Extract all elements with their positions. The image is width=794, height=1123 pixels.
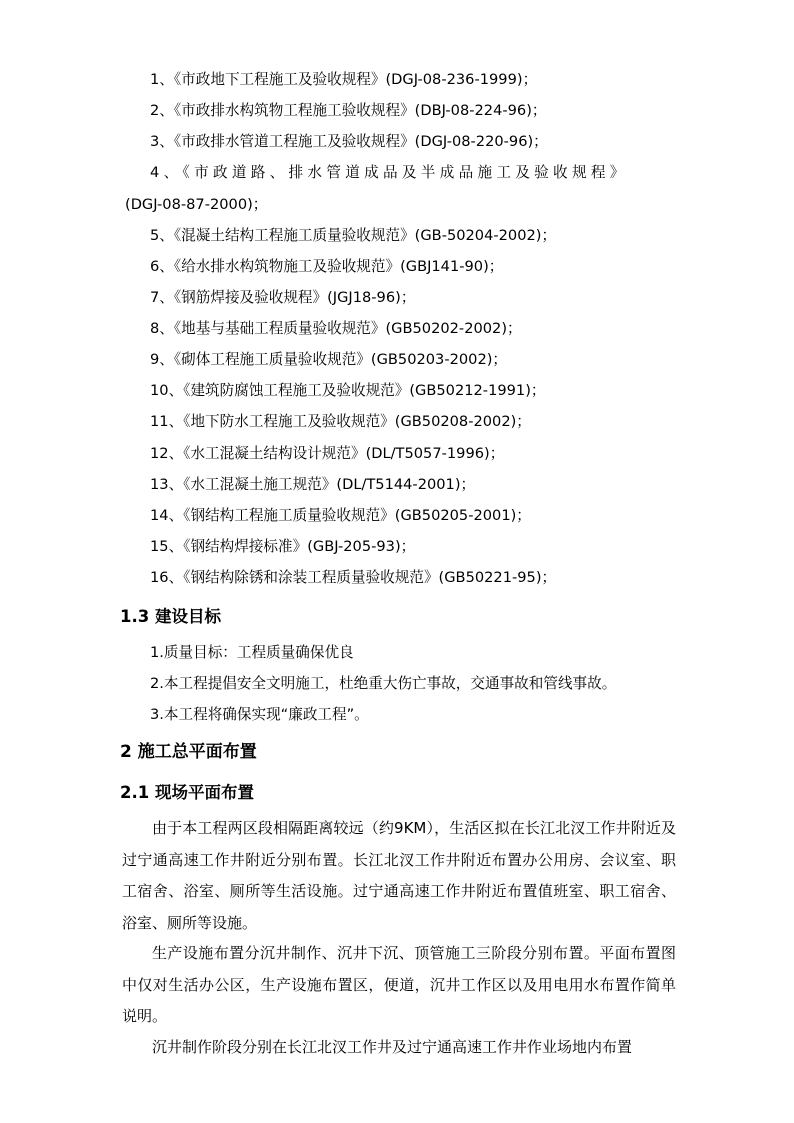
goal-item-2: 2.本工程提倡安全文明施工，杜绝重大伤亡事故，交通事故和管线事故。 [150, 675, 617, 692]
standard-item-3: 3、《市政排水管道工程施工及验收规程》(DGJ-08-220-96)； [150, 133, 548, 150]
standard-item-14: 14、《钢结构工程施工质量验收规范》(GB50205-2001)； [150, 507, 531, 524]
body-paragraph-2: 生产设施布置分沉井制作、沉井下沉、顶管施工三阶段分别布置。平面布置图中仅对生活办公区，生产设施布置区，便道，沉井工作区以及用电用水布置作简单说明。 [122, 944, 676, 1025]
standard-item-7: 7、《钢筋焊接及验收规程》(JGJ18-96)； [150, 289, 416, 306]
goal-item-3: 3.本工程将确保实现“廉政工程”。 [150, 706, 369, 723]
section-heading-2-1: 2.1 现场平面布置 [120, 783, 254, 802]
body-paragraph-3: 沉井制作阶段分别在长江北汊工作井及过宁通高速工作井作业场地内布置 [152, 1038, 633, 1056]
standard-item-1: 1、《市政地下工程施工及验收规程》(DGJ-08-236-1999)； [150, 71, 538, 88]
standard-item-12: 12、《水工混凝土结构设计规范》(DL/T5057-1996)； [150, 445, 505, 462]
standard-item-15: 15、《钢结构焊接标准》(GBJ-205-93)； [150, 538, 416, 555]
standard-item-4-code: (DGJ-08-87-2000)； [125, 196, 268, 213]
standard-item-13: 13、《水工混凝土施工规范》(DL/T5144-2001)； [150, 476, 476, 493]
standard-item-5: 5、《混凝土结构工程施工质量验收规范》(GB-50204-2002)； [150, 227, 557, 244]
section-heading-1-3: 1.3 建设目标 [120, 607, 221, 626]
standard-item-9: 9、《砌体工程施工质量验收规范》(GB50203-2002)； [150, 351, 508, 368]
body-paragraph-1: 由于本工程两区段相隔距离较远（约9KM），生活区拟在长江北汊工作井附近及过宁通高速工作井附近分别布置。长江北汊工作井附近布置办公用房、会议室、职工宿舍、浴室、厕所等生活设施。过宁通高速工作井附近布置值班室、职工宿舍、浴室、厕所等设施。 [122, 819, 676, 932]
standard-item-4: 4、《市政道路、排水管道成品及半成品施工及验收规程》 [150, 164, 629, 181]
chapter-heading-2: 2 施工总平面布置 [120, 742, 257, 762]
standard-item-11: 11、《地下防水工程施工及验收规范》(GB50208-2002)； [150, 413, 531, 430]
standard-item-6: 6、《给水排水构筑物施工及验收规范》(GBJ141-90)； [150, 258, 504, 275]
standard-item-16: 16、《钢结构除锈和涂装工程质量验收规范》(GB50221-95)； [150, 569, 557, 586]
standard-item-10: 10、《建筑防腐蚀工程施工及验收规范》(GB50212-1991)； [150, 382, 546, 399]
standard-item-2: 2、《市政排水构筑物工程施工验收规程》(DBJ-08-224-96)； [150, 102, 547, 119]
standard-item-8: 8、《地基与基础工程质量验收规范》(GB50202-2002)； [150, 320, 522, 337]
goal-item-1: 1.质量目标：工程质量确保优良 [150, 644, 354, 661]
